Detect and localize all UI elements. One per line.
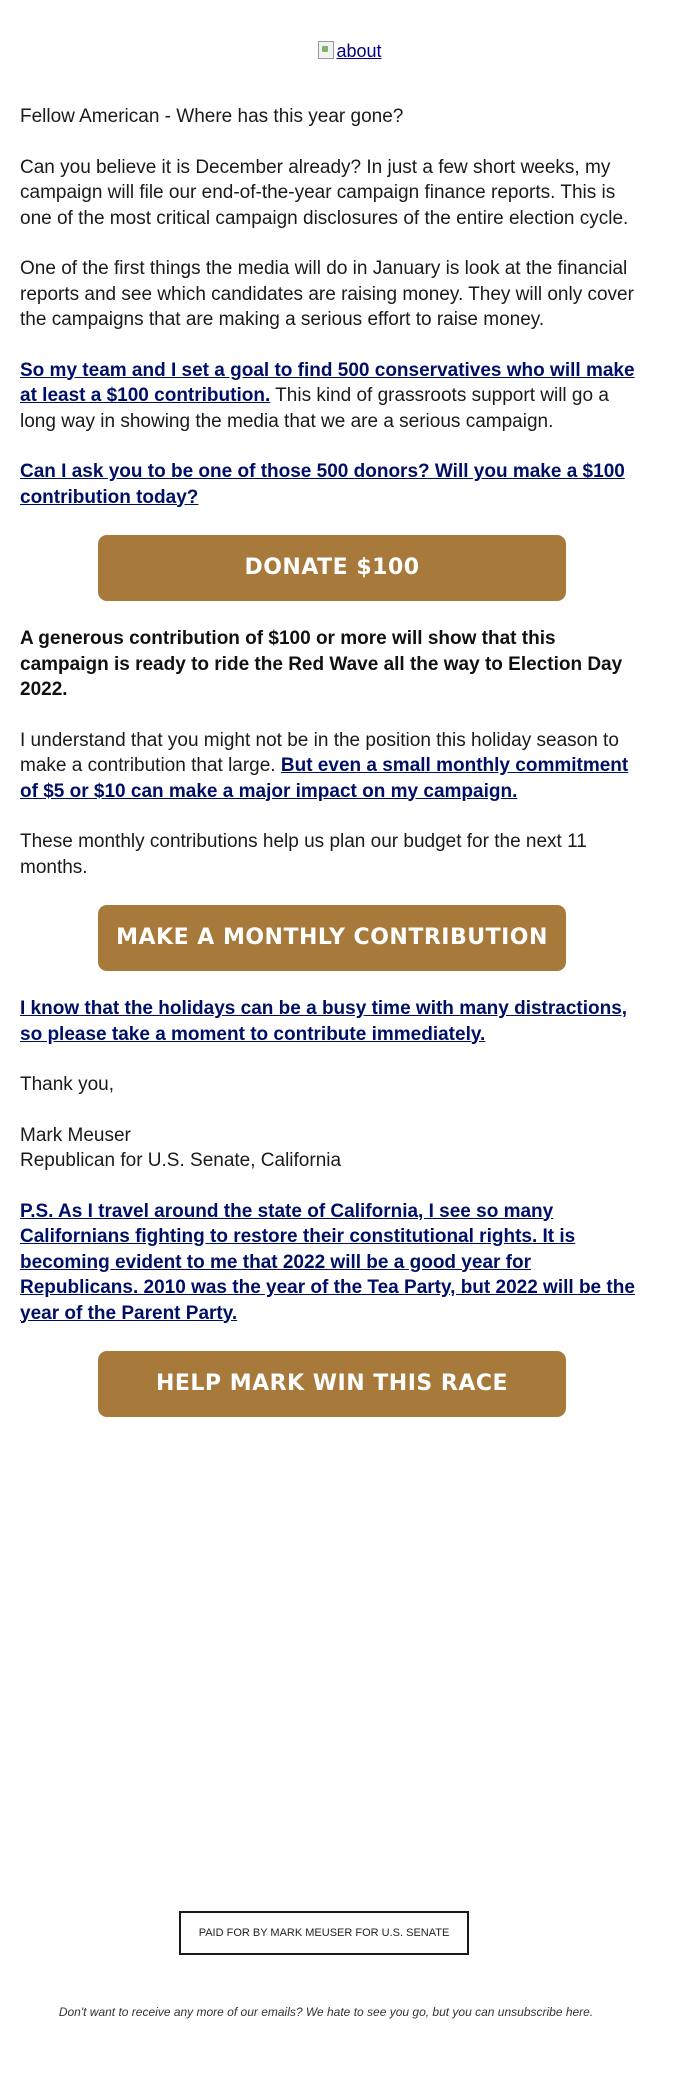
- goal-text: This kind of grassroots support will go a long way in showing the media that we are a serious campaign.: [20, 385, 609, 432]
- monthly-button-row: [20, 905, 644, 971]
- signature-name: Mark Meuser: [20, 1124, 131, 1146]
- ps-link[interactable]: P.S. As I travel around the state of California, I see so many Californians fighting to restore their constitutional rights. It is becoming evident to me that 2022 will be a good year for Republicans. 2010 was the year of the Tea Party, but 2022 will be the year of the Parent Party.: [20, 1200, 635, 1324]
- unsubscribe-notice: [0, 2005, 652, 2019]
- about-image-alt: about: [336, 41, 382, 61]
- paragraph-goal: [20, 358, 644, 435]
- paid-for-disclaimer: PAID FOR BY MARK MEUSER FOR U.S. SENATE: [179, 1911, 469, 1955]
- broken-image-icon: [318, 41, 334, 59]
- donate-button-row: [20, 535, 644, 601]
- goal-link[interactable]: So my team and I set a goal to find 500 conservatives who will make at least a $100 contribution.: [20, 359, 635, 406]
- paragraph-finance-reports: Can you believe it is December already? In just a few short weeks, my campaign will file our end-of-the-year campaign finance reports. This is one of the most critical campaign disclosures of the entire election cycle.: [20, 156, 629, 229]
- monthly-commitment-link[interactable]: But even a small monthly commitment of $5 or $10 can make a major impact on my campaign.: [20, 755, 629, 802]
- unsubscribe-link[interactable]: Don't want to receive any more of our emails? We hate to see you go, but you can unsubscribe here.: [58, 2005, 594, 2019]
- help-mark-win-button[interactable]: HELP MARK WIN THIS RACE: [98, 1351, 566, 1417]
- ask-donors-link[interactable]: Can I ask you to be one of those 500 donors? Will you make a $100 contribution today?: [20, 461, 625, 508]
- greeting: Fellow American - Where has this year gone?: [20, 106, 404, 127]
- paragraph-monthly-ask: [20, 728, 644, 805]
- paragraph-media: One of the first things the media will do in January is look at the financial reports and see which candidates are raising money. They will only cover the campaigns that are making a serious effort to raise money.: [20, 258, 634, 330]
- win-button-row: [20, 1351, 644, 1417]
- about-link[interactable]: [318, 41, 381, 61]
- paragraph-red-wave: A generous contribution of $100 or more will show that this campaign is ready to ride the Red Wave all the way to Election Day 2022.: [20, 628, 623, 700]
- monthly-ask-text: I understand that you might not be in the position this holiday season to make a contribution that large.: [20, 729, 619, 776]
- thank-you: Thank you,: [20, 1074, 114, 1095]
- header-image: [0, 40, 700, 62]
- paragraph-ps: [20, 1199, 644, 1327]
- paragraph-budget: These monthly contributions help us plan our budget for the next 11 months.: [20, 831, 587, 878]
- email-body: [20, 104, 644, 1442]
- donate-100-button[interactable]: DONATE $100: [98, 535, 566, 601]
- monthly-contribution-button[interactable]: MAKE A MONTHLY CONTRIBUTION: [98, 905, 566, 971]
- signature: [20, 1123, 644, 1174]
- paragraph-ask: [20, 459, 644, 510]
- paragraph-holidays: [20, 996, 644, 1047]
- contribute-immediately-link[interactable]: I know that the holidays can be a busy time with many distractions, so please take a moment to contribute immediately.: [20, 998, 628, 1045]
- signature-title: Republican for U.S. Senate, California: [20, 1150, 342, 1171]
